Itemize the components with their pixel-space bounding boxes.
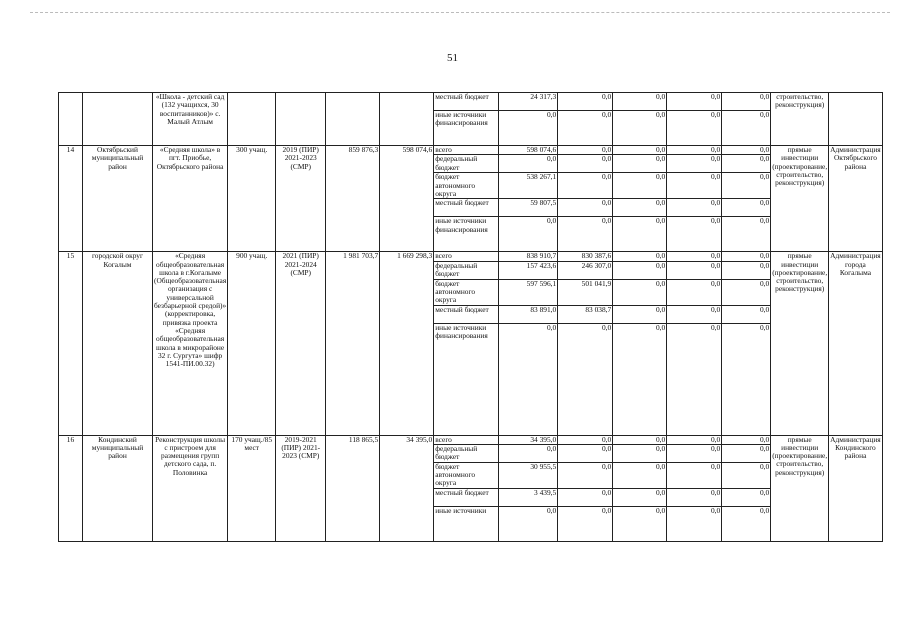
amount-year-1-cell: 83 891,0 <box>499 305 558 323</box>
amount-year-5-cell: 0,0 <box>722 323 771 435</box>
amount-year-3-cell: 0,0 <box>613 279 667 305</box>
table-row <box>59 435 883 444</box>
amount-year-2-cell: 830 387,6 <box>558 252 613 261</box>
period-cell: 2019-2021 (ПИР) 2021-2023 (СМР) <box>276 435 326 541</box>
amount-year-2-cell: 0,0 <box>558 199 613 217</box>
funding-source-cell: местный бюджет <box>434 305 499 323</box>
funding-source-cell: бюджет автономного округа <box>434 279 499 305</box>
amount-year-3-cell: 0,0 <box>613 146 667 155</box>
amount-year-1-cell: 59 807,5 <box>499 199 558 217</box>
estimated-cost-cell: 118 865,5 <box>326 435 380 541</box>
amount-year-5-cell: 0,0 <box>722 305 771 323</box>
amount-year-5-cell: 0,0 <box>722 217 771 252</box>
amount-year-2-cell: 0,0 <box>558 506 613 541</box>
amount-year-5-cell: 0,0 <box>722 146 771 155</box>
table-row <box>59 252 883 261</box>
row-number <box>59 93 83 146</box>
object-name-cell: «Школа - детский сад (132 учащихся, 30 воспитанников)» с. Малый Атлым <box>153 93 228 146</box>
amount-year-4-cell: 0,0 <box>667 199 722 217</box>
customer-cell <box>829 93 883 146</box>
amount-year-3-cell: 0,0 <box>613 199 667 217</box>
amount-year-1-cell: 838 910,7 <box>499 252 558 261</box>
amount-year-4-cell: 0,0 <box>667 93 722 111</box>
municipality-cell <box>83 93 153 146</box>
amount-year-5-cell: 0,0 <box>722 444 771 462</box>
investment-mechanism-cell: прямые инвестиции (проектирование, строительство, реконструкция) <box>771 252 829 435</box>
funding-source-cell: всего <box>434 252 499 261</box>
period-cell: 2019 (ПИР) 2021-2023 (СМР) <box>276 146 326 252</box>
amount-year-2-cell: 246 307,0 <box>558 261 613 279</box>
funding-source-cell: иные источники <box>434 506 499 541</box>
amount-year-4-cell: 0,0 <box>667 462 722 488</box>
amount-year-1-cell: 30 955,5 <box>499 462 558 488</box>
customer-cell: Администрация Октябрьского района <box>829 146 883 252</box>
table-row <box>59 146 883 155</box>
amount-year-2-cell: 0,0 <box>558 323 613 435</box>
amount-year-2-cell: 0,0 <box>558 93 613 111</box>
funding-source-cell: федеральный бюджет <box>434 261 499 279</box>
page-number: 51 <box>447 52 458 64</box>
amount-year-2-cell: 0,0 <box>558 488 613 506</box>
investment-mechanism-cell: прямые инвестиции (проектирование, строительство, реконструкция) <box>771 435 829 541</box>
capacity-cell: 300 учащ. <box>228 146 276 252</box>
funding-source-cell: местный бюджет <box>434 488 499 506</box>
amount-year-1-cell: 0,0 <box>499 444 558 462</box>
amount-year-3-cell: 0,0 <box>613 506 667 541</box>
amount-year-4-cell: 0,0 <box>667 279 722 305</box>
amount-year-4-cell: 0,0 <box>667 488 722 506</box>
amount-year-4-cell: 0,0 <box>667 506 722 541</box>
amount-year-4-cell: 0,0 <box>667 261 722 279</box>
amount-year-2-cell: 0,0 <box>558 217 613 252</box>
amount-year-3-cell: 0,0 <box>613 261 667 279</box>
funding-source-cell: бюджет автономного округа <box>434 462 499 488</box>
top-scan-edge <box>30 12 890 13</box>
remaining-cost-cell <box>380 93 434 146</box>
object-name-cell: «Средняя школа» в пгт. Приобье, Октябрьского района <box>153 146 228 252</box>
amount-year-5-cell: 0,0 <box>722 173 771 199</box>
municipality-cell: городской округ Когалым <box>83 252 153 435</box>
amount-year-5-cell: 0,0 <box>722 462 771 488</box>
funding-source-cell: местный бюджет <box>434 93 499 111</box>
amount-year-3-cell: 0,0 <box>613 217 667 252</box>
amount-year-5-cell: 0,0 <box>722 199 771 217</box>
amount-year-5-cell: 0,0 <box>722 488 771 506</box>
amount-year-3-cell: 0,0 <box>613 462 667 488</box>
customer-cell: Администрация города Когалыма <box>829 252 883 435</box>
amount-year-1-cell: 24 317,3 <box>499 93 558 111</box>
capacity-cell: 900 учащ. <box>228 252 276 435</box>
amount-year-3-cell: 0,0 <box>613 155 667 173</box>
amount-year-2-cell: 0,0 <box>558 111 613 146</box>
amount-year-3-cell: 0,0 <box>613 173 667 199</box>
amount-year-2-cell: 0,0 <box>558 462 613 488</box>
remaining-cost-cell: 34 395,0 <box>380 435 434 541</box>
investment-mechanism-cell: строительство, реконструкция) <box>771 93 829 146</box>
amount-year-1-cell: 3 439,5 <box>499 488 558 506</box>
amount-year-4-cell: 0,0 <box>667 217 722 252</box>
amount-year-3-cell: 0,0 <box>613 305 667 323</box>
amount-year-2-cell: 0,0 <box>558 173 613 199</box>
funding-source-cell: иные источники финансирования <box>434 217 499 252</box>
amount-year-4-cell: 0,0 <box>667 155 722 173</box>
amount-year-2-cell: 0,0 <box>558 146 613 155</box>
funding-source-cell: федеральный бюджет <box>434 444 499 462</box>
amount-year-2-cell: 501 041,9 <box>558 279 613 305</box>
amount-year-2-cell: 83 038,7 <box>558 305 613 323</box>
estimated-cost-cell <box>326 93 380 146</box>
table-body <box>59 93 883 542</box>
amount-year-5-cell: 0,0 <box>722 435 771 444</box>
amount-year-1-cell: 0,0 <box>499 217 558 252</box>
funding-source-cell: всего <box>434 146 499 155</box>
object-name-cell: «Средняя общеобразовательная школа в г.Когалыме (Общеобразовательная организация с универсальной безбарьерной средой)» (корректировка, привязка проекта «Средняя общеобразовательная школа в микрорайоне 32 г. Сургута» шифр 1541-ПИ.00.32) <box>153 252 228 435</box>
amount-year-5-cell: 0,0 <box>722 506 771 541</box>
amount-year-4-cell: 0,0 <box>667 173 722 199</box>
funding-source-cell: иные источники финансирования <box>434 111 499 146</box>
amount-year-5-cell: 0,0 <box>722 111 771 146</box>
funding-source-cell: бюджет автономного округа <box>434 173 499 199</box>
amount-year-5-cell: 0,0 <box>722 93 771 111</box>
amount-year-1-cell: 0,0 <box>499 111 558 146</box>
amount-year-4-cell: 0,0 <box>667 146 722 155</box>
amount-year-5-cell: 0,0 <box>722 155 771 173</box>
municipality-cell: Кондинский муниципальный район <box>83 435 153 541</box>
funding-source-cell: федеральный бюджет <box>434 155 499 173</box>
amount-year-1-cell: 0,0 <box>499 506 558 541</box>
amount-year-5-cell: 0,0 <box>722 252 771 261</box>
row-number: 14 <box>59 146 83 252</box>
amount-year-4-cell: 0,0 <box>667 435 722 444</box>
amount-year-3-cell: 0,0 <box>613 252 667 261</box>
amount-year-1-cell: 0,0 <box>499 155 558 173</box>
capacity-cell: 170 учащ./85 мест <box>228 435 276 541</box>
amount-year-3-cell: 0,0 <box>613 488 667 506</box>
investment-table <box>58 92 883 542</box>
amount-year-1-cell: 0,0 <box>499 323 558 435</box>
amount-year-4-cell: 0,0 <box>667 444 722 462</box>
table-row <box>59 93 883 111</box>
amount-year-2-cell: 0,0 <box>558 155 613 173</box>
amount-year-1-cell: 157 423,6 <box>499 261 558 279</box>
amount-year-2-cell: 0,0 <box>558 435 613 444</box>
funding-source-cell: иные источники финансирования <box>434 323 499 435</box>
capacity-cell <box>228 93 276 146</box>
amount-year-3-cell: 0,0 <box>613 444 667 462</box>
estimated-cost-cell: 859 876,3 <box>326 146 380 252</box>
period-cell: 2021 (ПИР) 2021-2024 (СМР) <box>276 252 326 435</box>
amount-year-1-cell: 538 267,1 <box>499 173 558 199</box>
amount-year-5-cell: 0,0 <box>722 279 771 305</box>
amount-year-4-cell: 0,0 <box>667 111 722 146</box>
customer-cell: Администрация Кондинского района <box>829 435 883 541</box>
row-number: 16 <box>59 435 83 541</box>
amount-year-3-cell: 0,0 <box>613 111 667 146</box>
investment-mechanism-cell: прямые инвестиции (проектирование, строительство, реконструкция) <box>771 146 829 252</box>
amount-year-3-cell: 0,0 <box>613 93 667 111</box>
amount-year-1-cell: 34 395,0 <box>499 435 558 444</box>
amount-year-4-cell: 0,0 <box>667 252 722 261</box>
amount-year-1-cell: 598 074,6 <box>499 146 558 155</box>
amount-year-5-cell: 0,0 <box>722 261 771 279</box>
estimated-cost-cell: 1 981 703,7 <box>326 252 380 435</box>
amount-year-3-cell: 0,0 <box>613 435 667 444</box>
municipality-cell: Октябрьский муниципальный район <box>83 146 153 252</box>
amount-year-4-cell: 0,0 <box>667 305 722 323</box>
row-number: 15 <box>59 252 83 435</box>
amount-year-3-cell: 0,0 <box>613 323 667 435</box>
period-cell <box>276 93 326 146</box>
funding-source-cell: местный бюджет <box>434 199 499 217</box>
funding-source-cell: всего <box>434 435 499 444</box>
remaining-cost-cell: 598 074,6 <box>380 146 434 252</box>
amount-year-2-cell: 0,0 <box>558 444 613 462</box>
remaining-cost-cell: 1 669 298,3 <box>380 252 434 435</box>
object-name-cell: Реконструкция школы с пристроем для размещения групп детского сада, п. Половинка <box>153 435 228 541</box>
amount-year-1-cell: 597 596,1 <box>499 279 558 305</box>
amount-year-4-cell: 0,0 <box>667 323 722 435</box>
